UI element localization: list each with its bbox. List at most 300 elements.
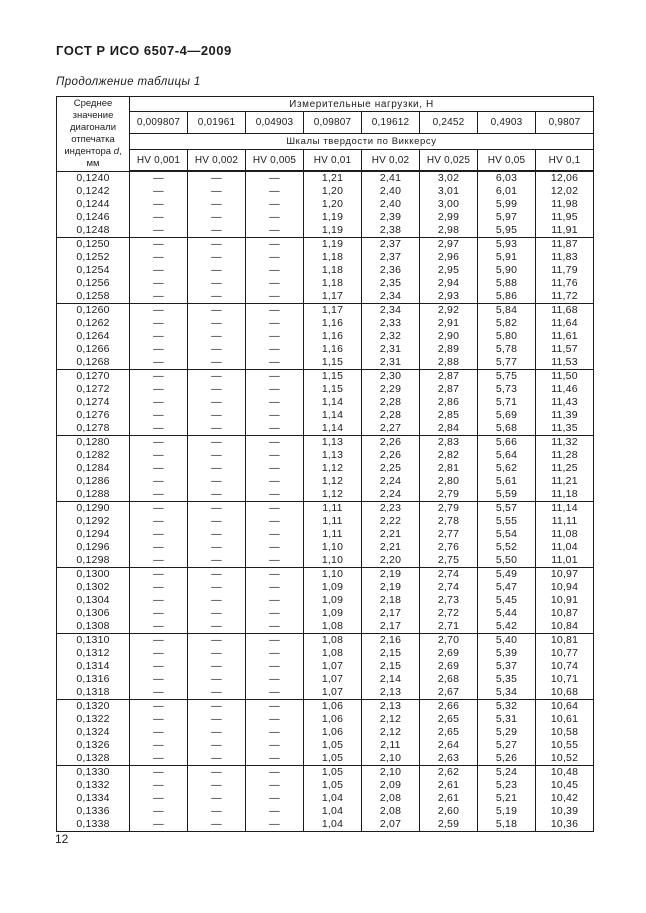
hardness-value-cell: — [246,528,304,541]
hardness-value-cell: — [188,568,246,582]
hardness-value-cell: 1,15 [304,356,362,370]
hardness-value-cell: — [130,634,188,648]
hardness-value-cell: 2,99 [420,211,478,224]
hardness-value-cell: 1,17 [304,304,362,318]
hardness-value-cell: 5,21 [478,792,536,805]
hardness-value-cell: — [246,488,304,502]
load-value: 0,04903 [246,112,304,134]
hardness-value-cell: — [130,766,188,780]
hardness-value-cell: 10,91 [536,594,594,607]
hardness-value-cell: — [130,304,188,318]
hardness-value-cell: 1,11 [304,515,362,528]
hardness-value-cell: — [188,396,246,409]
hardness-value-cell: 2,26 [362,449,420,462]
hardness-value-cell: 2,24 [362,475,420,488]
hv-scale-label: HV 0,001 [130,150,188,172]
diagonal-unit: , мм [86,145,122,169]
hardness-value-cell: 3,01 [420,185,478,198]
hardness-value-cell: 2,65 [420,726,478,739]
hardness-value-cell: — [188,647,246,660]
table-row [57,752,594,766]
hardness-value-cell: 2,91 [420,317,478,330]
hardness-value-cell: 11,11 [536,515,594,528]
hardness-value-cell: 1,16 [304,330,362,343]
hardness-value-cell: 10,81 [536,634,594,648]
hardness-value-cell: 1,08 [304,634,362,648]
hardness-value-cell: 1,08 [304,620,362,634]
hv-scale-label: HV 0,05 [478,150,536,172]
hardness-value-cell: 5,77 [478,356,536,370]
table-row [57,673,594,686]
diagonal-value-cell: 0,1334 [57,792,130,805]
hardness-value-cell: — [246,554,304,568]
hardness-value-cell: 1,07 [304,673,362,686]
table-caption: Продолжение таблицы 1 [56,76,201,88]
hardness-value-cell: 1,06 [304,726,362,739]
hardness-value-cell: — [246,752,304,766]
hardness-value-cell: — [130,792,188,805]
hardness-value-cell: — [246,224,304,238]
hardness-value-cell: 2,20 [362,554,420,568]
hardness-value-cell: 1,12 [304,462,362,475]
table-row [57,554,594,568]
hardness-value-cell: 2,15 [362,660,420,673]
table-row [57,436,594,450]
hardness-value-cell: 5,57 [478,502,536,516]
hardness-value-cell: — [130,581,188,594]
hardness-value-cell: — [188,488,246,502]
hardness-value-cell: — [246,264,304,277]
hardness-value-cell: 1,06 [304,700,362,714]
hardness-value-cell: — [130,568,188,582]
hardness-value-cell: — [246,607,304,620]
hardness-value-cell: — [188,370,246,384]
hardness-value-cell: — [130,607,188,620]
hardness-value-cell: 2,35 [362,277,420,290]
hardness-value-cell: 11,18 [536,488,594,502]
hardness-value-cell: 1,12 [304,488,362,502]
hardness-value-cell: — [130,436,188,450]
hardness-value-cell: 11,64 [536,317,594,330]
hardness-value-cell: — [188,343,246,356]
hardness-value-cell: 2,21 [362,528,420,541]
hardness-value-cell: 1,14 [304,409,362,422]
hardness-value-cell: 2,31 [362,356,420,370]
hardness-value-cell: — [130,660,188,673]
hardness-value-cell: — [130,171,188,185]
hardness-value-cell: 2,93 [420,290,478,304]
diagonal-value-cell: 0,1336 [57,805,130,818]
hardness-value-cell: 5,86 [478,290,536,304]
hardness-value-cell: — [130,370,188,384]
hardness-value-cell: — [188,752,246,766]
table-row [57,224,594,238]
hardness-value-cell: 2,21 [362,541,420,554]
load-value: 0,01961 [188,112,246,134]
hardness-value-cell: — [188,264,246,277]
hardness-value-cell: 11,08 [536,528,594,541]
table-row [57,171,594,185]
hardness-value-cell: — [130,752,188,766]
diagonal-value-cell: 0,1240 [57,171,130,185]
hardness-value-cell: 10,58 [536,726,594,739]
hardness-value-cell: 11,79 [536,264,594,277]
diagonal-value-cell: 0,1262 [57,317,130,330]
hardness-value-cell: — [246,383,304,396]
table-row [57,700,594,714]
hardness-value-cell: — [130,713,188,726]
diagonal-value-cell: 0,1308 [57,620,130,634]
diagonal-value-cell: 0,1248 [57,224,130,238]
hardness-value-cell: 2,34 [362,304,420,318]
diagonal-value-cell: 0,1244 [57,198,130,211]
hardness-value-cell: — [188,541,246,554]
diagonal-header-text: Среднее значение диагонали отпечатка индентора [64,97,117,157]
hardness-value-cell: — [188,277,246,290]
hardness-value-cell: 5,88 [478,277,536,290]
hardness-value-cell: 5,35 [478,673,536,686]
hardness-value-cell: — [246,766,304,780]
hardness-value-cell: — [130,238,188,252]
diagonal-value-cell: 0,1284 [57,462,130,475]
hardness-value-cell: — [130,422,188,436]
load-value: 0,09807 [304,112,362,134]
table-row [57,356,594,370]
hardness-value-cell: 2,37 [362,238,420,252]
hardness-value-cell: — [188,356,246,370]
diagonal-value-cell: 0,1256 [57,277,130,290]
hardness-value-cell: — [188,475,246,488]
hardness-value-cell: — [246,713,304,726]
hardness-value-cell: — [246,647,304,660]
hardness-value-cell: 10,94 [536,581,594,594]
hardness-value-cell: 2,28 [362,396,420,409]
diagonal-value-cell: 0,1328 [57,752,130,766]
hardness-value-cell: 2,97 [420,238,478,252]
hardness-value-cell: 5,71 [478,396,536,409]
hardness-value-cell: 2,95 [420,264,478,277]
hardness-value-cell: 10,52 [536,752,594,766]
diagonal-value-cell: 0,1246 [57,211,130,224]
hv-scale-label: HV 0,1 [536,150,594,172]
hardness-value-cell: 5,84 [478,304,536,318]
hardness-value-cell: — [130,528,188,541]
hardness-value-cell: 11,61 [536,330,594,343]
diagonal-value-cell: 0,1322 [57,713,130,726]
hardness-value-cell: — [130,779,188,792]
hardness-value-cell: — [130,488,188,502]
hardness-value-cell: — [246,660,304,673]
hardness-value-cell: 2,61 [420,779,478,792]
hardness-value-cell: — [246,818,304,832]
hardness-value-cell: — [188,304,246,318]
hardness-value-cell: 2,86 [420,396,478,409]
hardness-value-cell: 11,01 [536,554,594,568]
hardness-value-cell: 2,96 [420,251,478,264]
diagonal-value-cell: 0,1288 [57,488,130,502]
diagonal-value-cell: 0,1264 [57,330,130,343]
hardness-value-cell: 5,95 [478,224,536,238]
hardness-value-cell: 2,84 [420,422,478,436]
hardness-value-cell: 2,28 [362,409,420,422]
hardness-value-cell: — [246,779,304,792]
hardness-value-cell: 1,05 [304,779,362,792]
hardness-value-cell: 2,08 [362,792,420,805]
hardness-value-cell: 2,75 [420,554,478,568]
hardness-value-cell: — [188,805,246,818]
hardness-value-cell: 1,06 [304,713,362,726]
hardness-value-cell: 2,74 [420,568,478,582]
hardness-value-cell: 5,40 [478,634,536,648]
hardness-value-cell: 2,23 [362,502,420,516]
hardness-value-cell: 2,94 [420,277,478,290]
hardness-value-cell: 2,71 [420,620,478,634]
table-row [57,726,594,739]
load-value: 0,19612 [362,112,420,134]
hardness-value-cell: 2,67 [420,686,478,700]
hardness-value-cell: 5,78 [478,343,536,356]
hardness-value-cell: 2,37 [362,251,420,264]
hardness-value-cell: — [130,818,188,832]
hardness-value-cell: 2,82 [420,449,478,462]
hardness-value-cell: 1,19 [304,238,362,252]
hardness-value-cell: — [188,554,246,568]
hardness-value-cell: — [188,726,246,739]
hardness-value-cell: 2,80 [420,475,478,488]
hardness-value-cell: 2,85 [420,409,478,422]
hardness-value-cell: — [130,251,188,264]
hardness-value-cell: 2,12 [362,726,420,739]
hardness-value-cell: — [130,449,188,462]
hardness-value-cell: 2,19 [362,581,420,594]
hardness-value-cell: 11,21 [536,475,594,488]
hardness-value-cell: — [188,383,246,396]
hardness-value-cell: — [188,449,246,462]
table-row [57,251,594,264]
hardness-value-cell: — [130,726,188,739]
hardness-value-cell: 2,17 [362,620,420,634]
hardness-value-cell: — [188,290,246,304]
hardness-value-cell: 10,61 [536,713,594,726]
hardness-value-cell: — [130,290,188,304]
hardness-value-cell: — [188,700,246,714]
hardness-value-cell: — [246,396,304,409]
table-row [57,370,594,384]
hardness-value-cell: 1,19 [304,224,362,238]
hardness-value-cell: — [188,198,246,211]
hardness-value-cell: — [130,647,188,660]
hardness-value-cell: — [246,422,304,436]
hardness-value-cell: — [188,224,246,238]
hardness-value-cell: — [246,594,304,607]
hardness-value-cell: — [246,436,304,450]
hardness-value-cell: 10,97 [536,568,594,582]
hardness-value-cell: 5,37 [478,660,536,673]
diagonal-value-cell: 0,1294 [57,528,130,541]
hardness-value-cell: 2,65 [420,713,478,726]
hardness-value-cell: 5,62 [478,462,536,475]
hardness-value-cell: 1,09 [304,607,362,620]
diagonal-value-cell: 0,1298 [57,554,130,568]
table-row [57,541,594,554]
hardness-value-cell: 1,13 [304,436,362,450]
hardness-value-cell: 2,38 [362,224,420,238]
hardness-value-cell: 2,07 [362,818,420,832]
hardness-value-cell: — [188,581,246,594]
hardness-value-cell: 10,48 [536,766,594,780]
hardness-value-cell: 1,16 [304,317,362,330]
hardness-value-cell: — [188,238,246,252]
hardness-value-cell: — [188,607,246,620]
hardness-value-cell: — [246,700,304,714]
hardness-value-cell: — [130,317,188,330]
table-row [57,818,594,832]
hardness-value-cell: 10,87 [536,607,594,620]
hardness-value-cell: 10,55 [536,739,594,752]
hardness-value-cell: — [246,515,304,528]
hardness-value-cell: 5,91 [478,251,536,264]
hardness-value-cell: 1,04 [304,792,362,805]
hardness-value-cell: 1,20 [304,185,362,198]
hardness-value-cell: — [188,185,246,198]
hardness-value-cell: — [130,554,188,568]
hardness-value-cell: 2,22 [362,515,420,528]
hardness-value-cell: 11,91 [536,224,594,238]
hardness-value-cell: 5,50 [478,554,536,568]
table-row [57,264,594,277]
hardness-value-cell: — [246,171,304,185]
diagonal-value-cell: 0,1252 [57,251,130,264]
hardness-value-cell: — [130,805,188,818]
hardness-value-cell: 1,11 [304,528,362,541]
hardness-value-cell: — [188,409,246,422]
hardness-value-cell: — [246,211,304,224]
hardness-value-cell: 11,46 [536,383,594,396]
table-row [57,686,594,700]
hardness-value-cell: 6,03 [478,171,536,185]
hardness-value-cell: 11,39 [536,409,594,422]
table-row [57,660,594,673]
diagonal-value-cell: 0,1296 [57,541,130,554]
table-row [57,304,594,318]
hardness-value-cell: 5,73 [478,383,536,396]
diagonal-value-cell: 0,1332 [57,779,130,792]
hardness-value-cell: 2,08 [362,805,420,818]
hardness-value-cell: 5,31 [478,713,536,726]
table-row [57,568,594,582]
loads-row [57,112,594,134]
hardness-value-cell: — [188,779,246,792]
hardness-value-cell: — [130,198,188,211]
table-row [57,330,594,343]
diagonal-value-cell: 0,1272 [57,383,130,396]
hardness-value-cell: — [246,792,304,805]
hardness-value-cell: 11,98 [536,198,594,211]
hv-scale-label: HV 0,025 [420,150,478,172]
hardness-value-cell: 10,39 [536,805,594,818]
hardness-value-cell: 2,33 [362,317,420,330]
hardness-value-cell: — [130,383,188,396]
table-row [57,383,594,396]
hardness-value-cell: 1,05 [304,752,362,766]
hardness-value-cell: — [188,766,246,780]
hardness-value-cell: 11,28 [536,449,594,462]
hardness-value-cell: 11,32 [536,436,594,450]
hardness-value-cell: 2,63 [420,752,478,766]
hardness-value-cell: — [246,409,304,422]
hardness-value-cell: 2,88 [420,356,478,370]
table-row [57,317,594,330]
hardness-value-cell: — [130,224,188,238]
hardness-value-cell: 1,15 [304,383,362,396]
table-row [57,779,594,792]
hardness-value-cell: — [246,726,304,739]
diagonal-value-cell: 0,1280 [57,436,130,450]
hardness-value-cell: 5,49 [478,568,536,582]
hardness-value-cell: — [246,277,304,290]
hardness-value-cell: 2,27 [362,422,420,436]
hardness-value-cell: 2,10 [362,766,420,780]
diagonal-value-cell: 0,1320 [57,700,130,714]
hardness-value-cell: 5,26 [478,752,536,766]
hardness-value-cell: 1,18 [304,264,362,277]
hardness-value-cell: 2,81 [420,462,478,475]
diagonal-value-cell: 0,1250 [57,238,130,252]
hardness-value-cell: 2,73 [420,594,478,607]
hardness-value-cell: 5,54 [478,528,536,541]
hardness-value-cell: 2,76 [420,541,478,554]
hardness-value-cell: 5,66 [478,436,536,450]
load-value: 0,9807 [536,112,594,134]
hardness-value-cell: — [130,594,188,607]
hardness-value-cell: 2,13 [362,686,420,700]
table-row [57,502,594,516]
hardness-value-cell: 1,18 [304,251,362,264]
hardness-value-cell: 1,05 [304,739,362,752]
hv-scale-label: HV 0,002 [188,150,246,172]
hardness-value-cell: — [188,436,246,450]
hardness-value-cell: — [246,330,304,343]
hardness-value-cell: 1,04 [304,805,362,818]
load-value: 0,009807 [130,112,188,134]
table-row [57,805,594,818]
table-row [57,290,594,304]
hardness-value-cell: 2,87 [420,370,478,384]
hardness-value-cell: 11,95 [536,211,594,224]
hardness-value-cell: — [246,251,304,264]
vickers-hardness-table [56,96,594,832]
hardness-value-cell: 2,79 [420,502,478,516]
hardness-value-cell: 10,36 [536,818,594,832]
hardness-value-cell: 5,61 [478,475,536,488]
hardness-value-cell: 2,17 [362,607,420,620]
hardness-value-cell: — [246,290,304,304]
hardness-value-cell: 1,04 [304,818,362,832]
table-row [57,488,594,502]
diagonal-value-cell: 0,1260 [57,304,130,318]
hardness-value-cell: 5,59 [478,488,536,502]
table-row [57,766,594,780]
hardness-value-cell: 5,24 [478,766,536,780]
hardness-value-cell: — [130,277,188,290]
table-body [57,171,594,832]
hardness-value-cell: — [188,422,246,436]
hardness-value-cell: 5,80 [478,330,536,343]
hardness-value-cell: 5,29 [478,726,536,739]
hardness-value-cell: — [246,620,304,634]
hardness-value-cell: 5,44 [478,607,536,620]
hardness-value-cell: 10,45 [536,779,594,792]
